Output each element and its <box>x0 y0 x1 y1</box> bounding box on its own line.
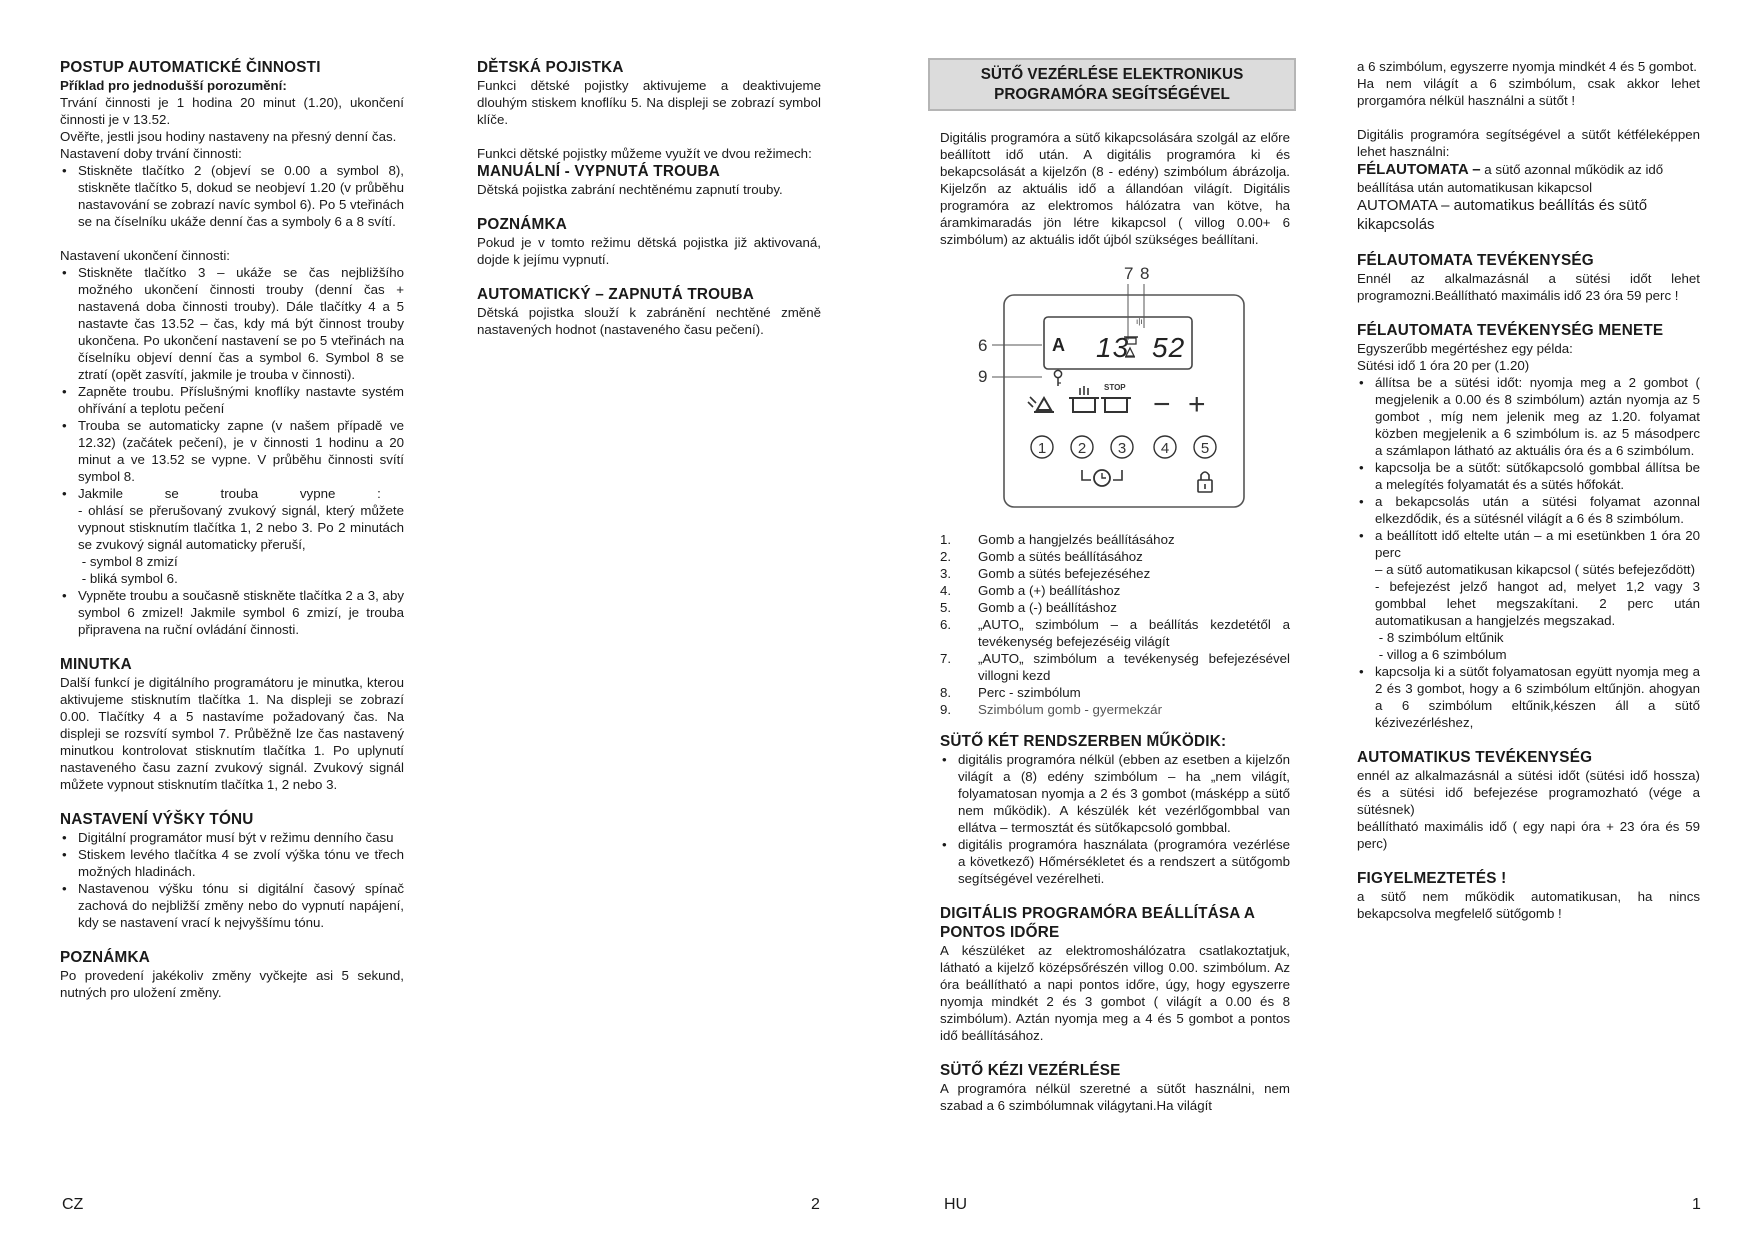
section-title: SÜTŐ KÉZI VEZÉRLÉSE <box>940 1062 1121 1079</box>
button-3-label: 3 <box>1117 440 1127 457</box>
legend-number: 8. <box>940 685 952 700</box>
legend-number: 4. <box>940 583 952 598</box>
list-item: • Trouba se automaticky zapne (v našem případě ve 12.32) (začátek pečení), je v činnosti 1 hodinu a 20 minut a ve 13.52 se vypne. V průběhu činnosti svítí symbol 8. <box>78 417 404 485</box>
section-title: FÉLAUTOMATA TEVÉKENYSÉG MENETE <box>1357 322 1664 339</box>
footer-page-1: 1 <box>1692 1196 1701 1213</box>
cz-column-left <box>60 58 404 1001</box>
section-title: POZNÁMKA <box>477 216 567 233</box>
list-item: • Zapněte troubu. Příslušnými knoflíky nastavte systém ohřívání a teplotu pečení <box>78 383 404 417</box>
legend-text: Gomb a (-) beállításhoz <box>978 600 1117 615</box>
paragraph: a sütő nem működik automatikusan, ha nincs bekapcsolva megfelelő sütőgomb ! <box>1357 889 1700 921</box>
legend-number: 1. <box>940 532 952 547</box>
legend-text: Gomb a hangjelzés beállításához <box>978 532 1175 547</box>
legend-text: „AUTO„ szimbólum a tevékenység befejezésével villogni kezd <box>978 651 1290 683</box>
legend-text: Gomb a sütés befejezéséhez <box>978 566 1151 581</box>
legend-number: 6. <box>940 617 952 632</box>
section-title: DIGITÁLIS PROGRAMÓRA BEÁLLÍTÁSA A PONTOS IDŐRE <box>940 905 1255 941</box>
section-title: AUTOMATIKUS TEVÉKENYSÉG <box>1357 749 1593 766</box>
legend-item <box>940 565 1290 582</box>
label-8: 8 <box>1140 264 1150 283</box>
stop-label: STOP <box>1104 383 1126 392</box>
section-title: MANUÁLNÍ - VYPNUTÁ TROUBA <box>477 163 720 180</box>
minute-heat-marks: ı|ı <box>1136 317 1143 326</box>
button-2-label: 2 <box>1077 440 1087 457</box>
list-item: • állítsa be a sütési időt: nyomja meg a 2 gombot ( megjelenik a 0.00 és 8 szimbólum) aztán nyomja az 5 gombot , míg nem jelenik meg az 1.20. folyamat közben megjelenik a 6 szimbólum is. az 5 másodperc a számlapon látható az aktuális óra és a 6 szimbólum. <box>1375 374 1700 459</box>
button-4[interactable] <box>1154 436 1176 458</box>
list-item: • digitális programóra használata (programóra vezérlése a következő) Hőmérsékletet és a rendszert a sütőgomb segítségével vezérelheti. <box>958 836 1290 887</box>
paragraph: A programóra nélkül szeretné a sütőt használni, nem szabad a 6 szimbólumnak világytani.Ha világít <box>940 1081 1290 1113</box>
paragraph: a 6 szimbólum, egyszerre nyomja mindkét 4 és 5 gombot. <box>1357 59 1697 74</box>
button-1-label: 1 <box>1037 440 1047 457</box>
legend-number: 2. <box>940 549 952 564</box>
paragraph: Digitális programóra segítségével a sütőt kétféleképpen lehet használni: <box>1357 127 1700 159</box>
paragraph: Po provedení jakékoliv změny vyčkejte asi 5 sekund, nutných pro uložení změny. <box>60 968 404 1000</box>
list-item-line: - bliká symbol 6. <box>78 571 178 586</box>
paragraph: Ennél az alkalmazásnál a sütési időt lehet programozni.Beállítható maximális idő 23 óra 59 perc ! <box>1357 271 1700 303</box>
paragraph: Trvání činnosti je 1 hodina 20 minut (1.20), ukončení činnosti je v 13.52. <box>60 95 404 127</box>
legend-number: 3. <box>940 566 952 581</box>
list-item: • Digitální programátor musí být v režimu denního času <box>78 829 404 846</box>
semi-auto-label: FÉLAUTOMATA – <box>1357 161 1481 178</box>
minus-icon: − <box>1153 388 1171 421</box>
list-item: • digitális programóra nélkül (ebben az esetben a kijelzőn világít a (8) edény szimbólum – ha „nem világít, folyamatosan nyomja a 2 és 3 gombot (másképp a sütő nem működik). A készülék két vezérlőgombbal van ellátva – termosztát és sütőkapcsoló gombbal. <box>958 751 1290 836</box>
list-item: • Nastavenou výšku tónu si digitální časový spínač zachová do nejbližší změny nebo do vypnutí napájení, kdy se nastavení vrací k nejvyššímu tónu. <box>78 880 404 931</box>
hu-column-left <box>940 60 1290 1114</box>
legend-item <box>940 650 1290 684</box>
paragraph: Ha nem világít a 6 szimbólum, csak akkor lehet prorgamóra nélkül használni a sütőt ! <box>1357 76 1700 108</box>
button-1[interactable] <box>1031 436 1053 458</box>
title-box <box>928 58 1296 111</box>
paragraph: Egyszerűbb megértéshez egy példa: <box>1357 341 1573 356</box>
button-3[interactable] <box>1111 436 1133 458</box>
legend-item <box>940 599 1290 616</box>
button-2[interactable] <box>1071 436 1093 458</box>
section-title: POZNÁMKA <box>60 949 150 966</box>
paragraph: beállítható maximális idő ( egy napi óra + 23 óra és 59 perc) <box>1357 819 1700 851</box>
section-title: SÜTŐ KÉT RENDSZERBEN MŰKÖDIK: <box>940 733 1227 750</box>
list-item: • kapcsolja be a sütőt: sütőkapcsoló gombbal állítsa be a melegítés folyamatát és a sütés hőfokát. <box>1375 459 1700 493</box>
paragraph: Další funkcí je digitálního programátoru je minutka, kterou aktivujeme stisknutím tlačítka 1. Na displeji se zobrazí 0.00. Tlačítky 4 a 5 nastavíme požadovaný čas. Na displeji se rozsvítí symbol 7. Průběžně lze čas nastavený minutkou kontrolovat stisknutím tlačítka 1. Po uplynutí nastaveného času zazní zvukový signál. Zvukový signál můžete vypnout stisknutím tlačítka 1, 2 nebo 3. <box>60 675 404 792</box>
semi-auto-text: a sütő azonnal működik az idő beállítása után automatikusan kikapcsol <box>1357 162 1664 195</box>
list-item <box>78 485 404 587</box>
cz-column-right <box>477 58 821 338</box>
label-7: 7 <box>1124 264 1134 283</box>
list-item: • Stiskem levého tlačítka 4 se zvolí výška tónu ve třech možných hladinách. <box>78 846 404 880</box>
section-title: DĚTSKÁ POJISTKA <box>477 59 624 76</box>
legend-text: Szimbólum gomb - gyermekzár <box>978 702 1162 717</box>
legend-text: „AUTO„ szimbólum – a beállítás kezdetétől a tevékenység befejezéséig világít <box>978 617 1290 649</box>
list-item-line: • Jakmile se trouba vypne : <box>78 486 381 501</box>
button-5-label: 5 <box>1200 440 1210 457</box>
section-title: AUTOMATICKÝ – ZAPNUTÁ TROUBA <box>477 286 754 303</box>
list-item-line: • a beállított idő eltelte után – a mi esetünkben 1 óra 20 perc <box>1375 528 1700 560</box>
legend-item <box>940 701 1290 718</box>
list-item: • Stiskněte tlačítko 2 (objeví se 0.00 a symbol 8), stiskněte tlačítko 5, dokud se neobjeví 1.20 (v průběhu nastavování se zobrazí navíc symbol 6). Po 5 vteřinách se na číselníku ukáže denní čas a symboly 6 a 8 svítí. <box>78 162 404 230</box>
legend-item <box>940 616 1290 650</box>
list-item-line: - villog a 6 szimbólum <box>1375 647 1507 662</box>
list-item-line: – a sütő automatikusan kikapcsol ( sütés befejeződött) <box>1375 562 1696 577</box>
legend-item <box>940 684 1290 701</box>
display-minutes: 52 <box>1152 332 1186 363</box>
list-item: • kapcsolja ki a sütőt folyamatosan együtt nyomja meg a 2 és 3 gombot, hogy a 6 szimbólum eltűnjön. ahogyan a 6 szimbólum eltűnik,készen áll a sütő kézivezérléshez, <box>1375 663 1700 731</box>
paragraph: Sütési idő 1 óra 20 per (1.20) <box>1357 358 1530 373</box>
legend-number: 9. <box>940 702 952 717</box>
footer-lang-hu: HU <box>944 1196 968 1213</box>
list-item-line: - ohlásí se přerušovaný zvukový signál, který můžete vypnout stisknutím tlačítka 1, 2 nebo 3. Po 2 minutách se zvukový signál automaticky přeruší, <box>78 503 404 552</box>
label-9: 9 <box>978 367 988 386</box>
hu-column-right <box>1357 58 1700 922</box>
section-title: POSTUP AUTOMATICKÉ ČINNOSTI <box>60 59 321 76</box>
paragraph: Funkci dětské pojistky aktivujeme a deaktivujeme dlouhým stiskem knoflíku 5. Na displeji se zobrazí symbol klíče. <box>477 78 821 127</box>
paragraph: Dětská pojistka slouží k zabránění nechtěné změně nastavených hodnot (nastaveného času pečení). <box>477 305 821 337</box>
plus-icon: + <box>1188 388 1206 421</box>
bullet-list <box>1357 374 1700 731</box>
legend-item <box>940 582 1290 599</box>
list-item: • a bekapcsolás után a sütési folyamat azonnal elkezdődik, és a sütésnél világít a 6 és 8 szimbólum. <box>1375 493 1700 527</box>
paragraph: Funkci dětské pojistky můžeme využít ve dvou režimech: <box>477 146 812 161</box>
legend-text: Gomb a (+) beállításhoz <box>978 583 1121 598</box>
paragraph: A készüléket az elektromoshálózatra csatlakoztatjuk, látható a kijelző középsőrészén villog 0.00. szimbólum. Az óra beállítható a napi pontos időre, úgy, hogy egyszerre nyomja mindkét 2 és 3 gombot ( világít a 0.00 és 8 szimbólum). Aztán nyomja meg a 4 és 5 gombot a pontos idő beállításához. <box>940 943 1290 1043</box>
paragraph: Digitális programóra a sütő kikapcsolására szolgál az előre beállított idő után. A digitális programóra ki és bekapcsolását a kijelzőn (8 - edény) szimbólum ábrázolja. Kijelzőn az aktuális idő a állandóan világít. Digitális programóra az elektromos hálózatra van kötve, ha áramkimaradás jön létre kikapcsol ( villog 0.00+ 6 szimbólum) az aktuális időt újból szükséges beállítani. <box>940 130 1290 247</box>
paragraph: Nastavení ukončení činnosti: <box>60 248 231 263</box>
list-item-line: - befejezést jelző hangot ad, melyet 1,2 vagy 3 gombbal lehet megszakítani. 2 perc után automatikusan a hangjelzés megszakad. <box>1375 579 1700 628</box>
bullet-list <box>60 264 404 638</box>
auto-label: AUTOMATA – automatikus beállítás és sütő kikapcsolás <box>1357 197 1648 233</box>
paragraph: ennél az alkalmazásnál a sütési időt (sütési idő hossza) és a sütési idő befejezése programozható (vége a sütésnek) <box>1357 768 1700 817</box>
legend-text: Perc - szimbólum <box>978 685 1081 700</box>
paragraph: Nastavení doby trvání činnosti: <box>60 146 242 161</box>
title-line: PROGRAMÓRA SEGÍTSÉGÉVEL <box>994 86 1230 103</box>
bullet-list <box>60 162 404 230</box>
legend-item <box>940 548 1290 565</box>
footer-lang-cz: CZ <box>62 1196 84 1213</box>
list-item: • Stiskněte tlačítko 3 – ukáže se čas nejbližšího možného ukončení činnosti trouby (denní čas + nastavená doba činnosti trouby). Dále tlačítky 4 a 5 nastavte čas 13.52 – čas, kdy má být činnost trouby ukončena. Po ukončení nastavení se po 5 vteřinách na číselníku objeví denní čas a symbol 6. Symbol 8 se ztratí (opět zasvítí, jakmile je trouba v činnosti). <box>78 264 404 383</box>
paragraph: Pokud je v tomto režimu dětská pojistka již aktivovaná, dojde k jejímu vypnutí. <box>477 235 821 267</box>
legend-item <box>940 531 1290 548</box>
paragraph: Dětská pojistka zabrání nechtěnému zapnutí trouby. <box>477 182 783 197</box>
subtitle: Příklad pro jednodušší porozumění: <box>60 78 287 93</box>
paragraph <box>1357 160 1700 196</box>
legend-text: Gomb a sütés beállításához <box>978 549 1143 564</box>
list-item: • Vypněte troubu a současně stiskněte tlačítka 2 a 3, aby symbol 6 zmizel! Jakmile symbol 6 zmizí, je trouba připravena na ruční ovládání činnosti. <box>78 587 404 638</box>
button-4-label: 4 <box>1160 440 1170 457</box>
footer-page-2: 2 <box>811 1196 820 1213</box>
button-5[interactable] <box>1194 436 1216 458</box>
legend-number: 5. <box>940 600 952 615</box>
section-title: FÉLAUTOMATA TEVÉKENYSÉG <box>1357 252 1594 269</box>
section-title: FIGYELMEZTETÉS ! <box>1357 870 1507 887</box>
list-item-line: - symbol 8 zmizí <box>78 554 178 569</box>
list-item-line: - 8 szimbólum eltűnik <box>1375 630 1504 645</box>
list-item <box>1375 527 1700 663</box>
bullet-list <box>940 751 1290 887</box>
title-line: SÜTŐ VEZÉRLÉSE ELEKTRONIKUS <box>980 66 1244 83</box>
label-6: 6 <box>978 336 988 355</box>
legend-number: 7. <box>940 651 952 666</box>
paragraph: Ověřte, jestli jsou hodiny nastaveny na přesný denní čas. <box>60 129 397 144</box>
bullet-list <box>60 829 404 931</box>
legend-list <box>940 531 1290 718</box>
section-title: NASTAVENÍ VÝŠKY TÓNU <box>60 811 254 828</box>
section-title: MINUTKA <box>60 656 132 673</box>
programmer-diagram <box>960 260 1260 518</box>
auto-symbol: A <box>1052 335 1065 355</box>
display-hours: 13 <box>1096 332 1130 363</box>
